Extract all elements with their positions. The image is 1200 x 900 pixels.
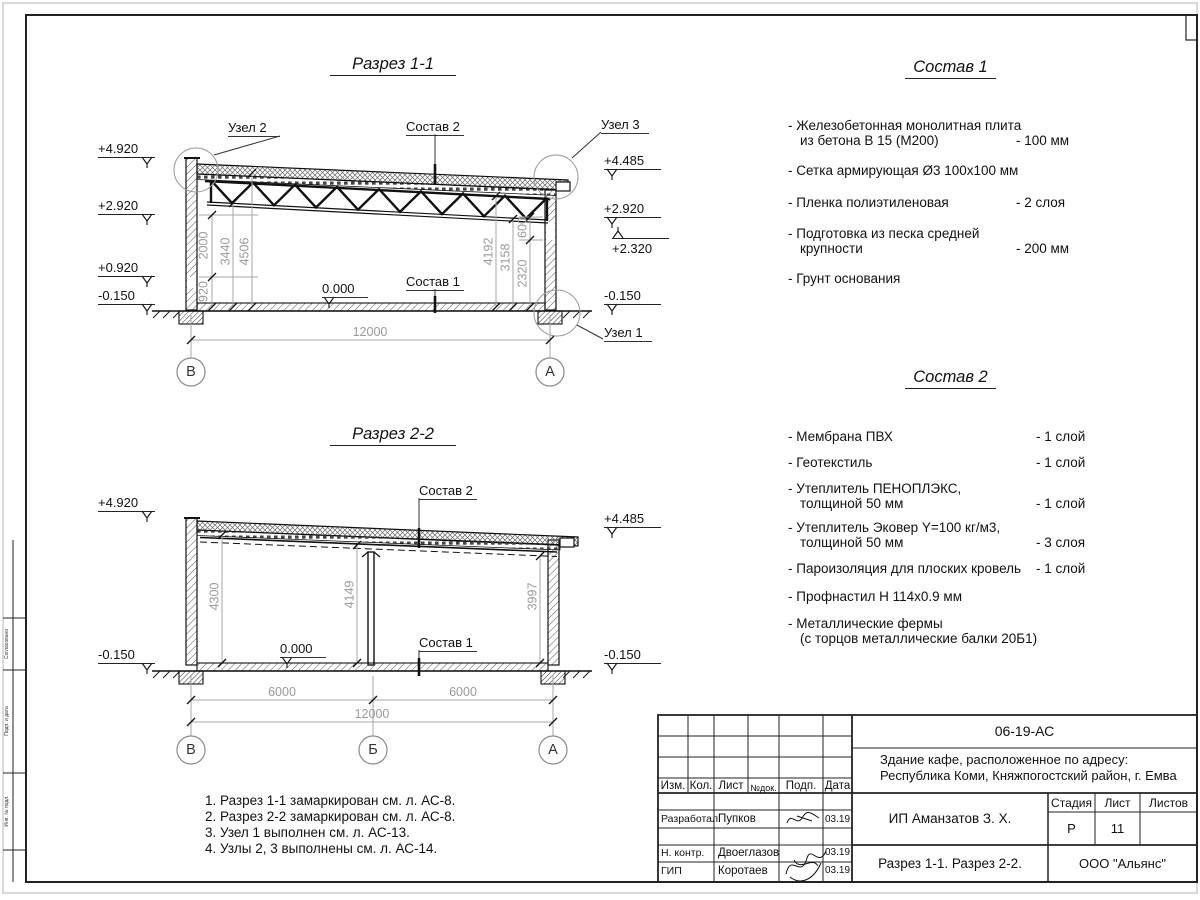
person-name: Пупков — [718, 813, 756, 825]
elevation-mark: +0.920 — [98, 260, 155, 277]
span-dimension: 6000 — [268, 685, 296, 699]
list-item-value: - 100 мм — [1016, 133, 1070, 148]
document-number: 06-19-АС — [994, 723, 1055, 739]
list-item-value: - 1 слой — [1036, 561, 1086, 576]
column-header-podp: Подп. — [785, 780, 817, 792]
elevation-mark: +4.485 — [604, 153, 661, 170]
list-item: - Пароизоляция для плоских кровель — [788, 561, 1022, 576]
dimension: 4192 — [481, 237, 496, 266]
stage-value: Р — [1067, 821, 1076, 836]
span-dimension: 6000 — [449, 685, 477, 699]
list-item: - Утеплитель ПЕНОПЛЭКС, — [788, 481, 962, 496]
column-header-ndok: №док. — [750, 783, 777, 793]
composition-2-title: Состав 2 — [905, 368, 996, 389]
list-item: толщиной 50 мм — [800, 496, 904, 511]
section-1-1-title: Разрез 1-1 — [330, 55, 456, 76]
composition-1-callout: Состав 1 — [406, 274, 464, 291]
list-item: крупности — [800, 241, 863, 256]
section-2-2-title: Разрез 2-2 — [330, 425, 456, 446]
dimension: 920 — [196, 281, 211, 302]
list-item: толщиной 50 мм — [800, 535, 904, 550]
column-header-list: Лист — [718, 780, 744, 792]
axis-bubble-b: Б — [368, 742, 378, 758]
elevation-mark: -0.150 — [604, 288, 661, 305]
dimension: 3440 — [218, 237, 233, 266]
list-item-value: - 1 слой — [1036, 429, 1086, 444]
role-label: Н. контр. — [661, 847, 705, 859]
list-item: - Геотекстиль — [788, 455, 873, 470]
note-line: 3. Узел 1 выполнен см. л. АС-13. — [205, 825, 410, 840]
axis-bubble-a: А — [545, 364, 555, 380]
composition-1-title: Состав 1 — [905, 58, 996, 79]
list-item-value: - 1 слой — [1036, 455, 1086, 470]
signature-marks — [786, 812, 826, 881]
strip-label-soglasovano: Согласовано — [4, 628, 10, 660]
list-item: - Утеплитель Эковер Y=100 кг/м3, — [788, 520, 1001, 535]
project-name-line2: Республика Коми, Княжпогостский район, г. Емва — [880, 768, 1177, 783]
list-item: - Подготовка из песка средней — [788, 226, 980, 241]
client-name: ИП Аманзатов З. Х. — [888, 811, 1012, 826]
dimension: 4506 — [237, 237, 252, 266]
node-2-label: Узел 2 — [228, 120, 280, 137]
elevation-mark: -0.150 — [98, 647, 155, 664]
corner-box — [1186, 15, 1197, 40]
composition-2-callout: Состав 2 — [419, 483, 477, 500]
section-1-1-drawing — [142, 132, 623, 386]
column-header-kol: Кол. — [689, 780, 713, 792]
list-item-value: - 3 слоя — [1036, 535, 1086, 550]
list-item: - Металлические фермы — [788, 616, 943, 631]
list-item: - Пленка полиэтиленовая — [788, 195, 949, 210]
role-label: Разработал — [661, 813, 719, 825]
sheet-number: 11 — [1110, 821, 1125, 836]
date-value: 03.19 — [824, 847, 851, 858]
elevation-mark: +4.920 — [98, 141, 155, 158]
list-item-value: - 200 мм — [1016, 241, 1070, 256]
elevation-mark: +4.485 — [604, 511, 661, 528]
elevation-mark: +2.920 — [98, 198, 155, 215]
strip-label-inv-n-podl: Инв. № подл. — [4, 795, 10, 827]
note-line: 1. Разрез 1-1 замаркирован см. л. АС-8. — [205, 793, 456, 808]
elevation-mark: +4.920 — [98, 495, 155, 512]
sheet-title: Разрез 1-1. Разрез 2-2. — [878, 856, 1022, 871]
dimension: 600 — [515, 217, 530, 238]
composition-2-callout: Состав 2 — [406, 119, 464, 136]
dimension: 2320 — [515, 259, 530, 288]
person-name: Двоеглазов — [718, 847, 780, 859]
dimension: 3997 — [525, 582, 540, 611]
project-name-line1: Здание кафе, расположенное по адресу: — [880, 752, 1129, 767]
date-value: 03.19 — [824, 865, 851, 876]
date-value: 03.19 — [824, 814, 851, 825]
composition-1-callout: Состав 1 — [419, 635, 477, 652]
list-item: - Мембрана ПВХ — [788, 429, 893, 444]
node-3-label: Узел 3 — [601, 117, 649, 134]
column-header-data: Дата — [824, 780, 851, 792]
span-dimension: 12000 — [352, 325, 388, 339]
elevation-mark: +2.320 — [612, 238, 669, 256]
note-line: 4. Узлы 2, 3 выполнены см. л. АС-14. — [205, 841, 438, 856]
role-label: ГИП — [661, 865, 682, 877]
sheet-label: Лист — [1104, 796, 1131, 810]
list-item: из бетона В 15 (М200) — [800, 133, 939, 148]
dimension: 4300 — [207, 582, 222, 611]
stage-label: Стадия — [1051, 796, 1092, 810]
company-name: ООО "Альянс" — [1079, 856, 1166, 871]
section-2-2-drawing — [142, 498, 617, 764]
elevation-mark: +2.920 — [604, 201, 661, 218]
elevation-mark: -0.150 — [98, 288, 155, 305]
list-item-value: - 1 слой — [1036, 496, 1086, 511]
axis-bubble-v: В — [186, 742, 196, 758]
dimension: 2000 — [196, 231, 211, 260]
elevation-mark: -0.150 — [604, 647, 661, 664]
list-item-value: - 2 слоя — [1016, 195, 1066, 210]
list-item: - Профнастил Н 114х0.9 мм — [788, 589, 962, 604]
strip-label-podp-i-data: Подп. и дата — [4, 706, 10, 736]
axis-bubble-v: В — [186, 364, 196, 380]
note-line: 2. Разрез 2-2 замаркирован см. л. АС-8. — [205, 809, 456, 824]
zero-level-label: 0.000 — [322, 281, 368, 298]
axis-bubble-a: А — [548, 742, 558, 758]
list-item: - Железобетонная монолитная плита — [788, 118, 1022, 133]
sheets-label: Листов — [1149, 796, 1188, 810]
list-item: (с торцов металлические балки 20Б1) — [800, 631, 1038, 646]
node-1-label: Узел 1 — [604, 325, 652, 342]
column-header-izm: Изм. — [660, 780, 686, 792]
list-item: - Грунт основания — [788, 271, 901, 286]
person-name: Коротаев — [718, 865, 768, 877]
dimension: 4149 — [342, 580, 357, 609]
span-dimension: 12000 — [354, 707, 390, 721]
dimension: 3158 — [498, 243, 513, 272]
zero-level-label: 0.000 — [280, 641, 326, 658]
list-item: - Сетка армирующая Ø3 100х100 мм — [788, 163, 1019, 178]
